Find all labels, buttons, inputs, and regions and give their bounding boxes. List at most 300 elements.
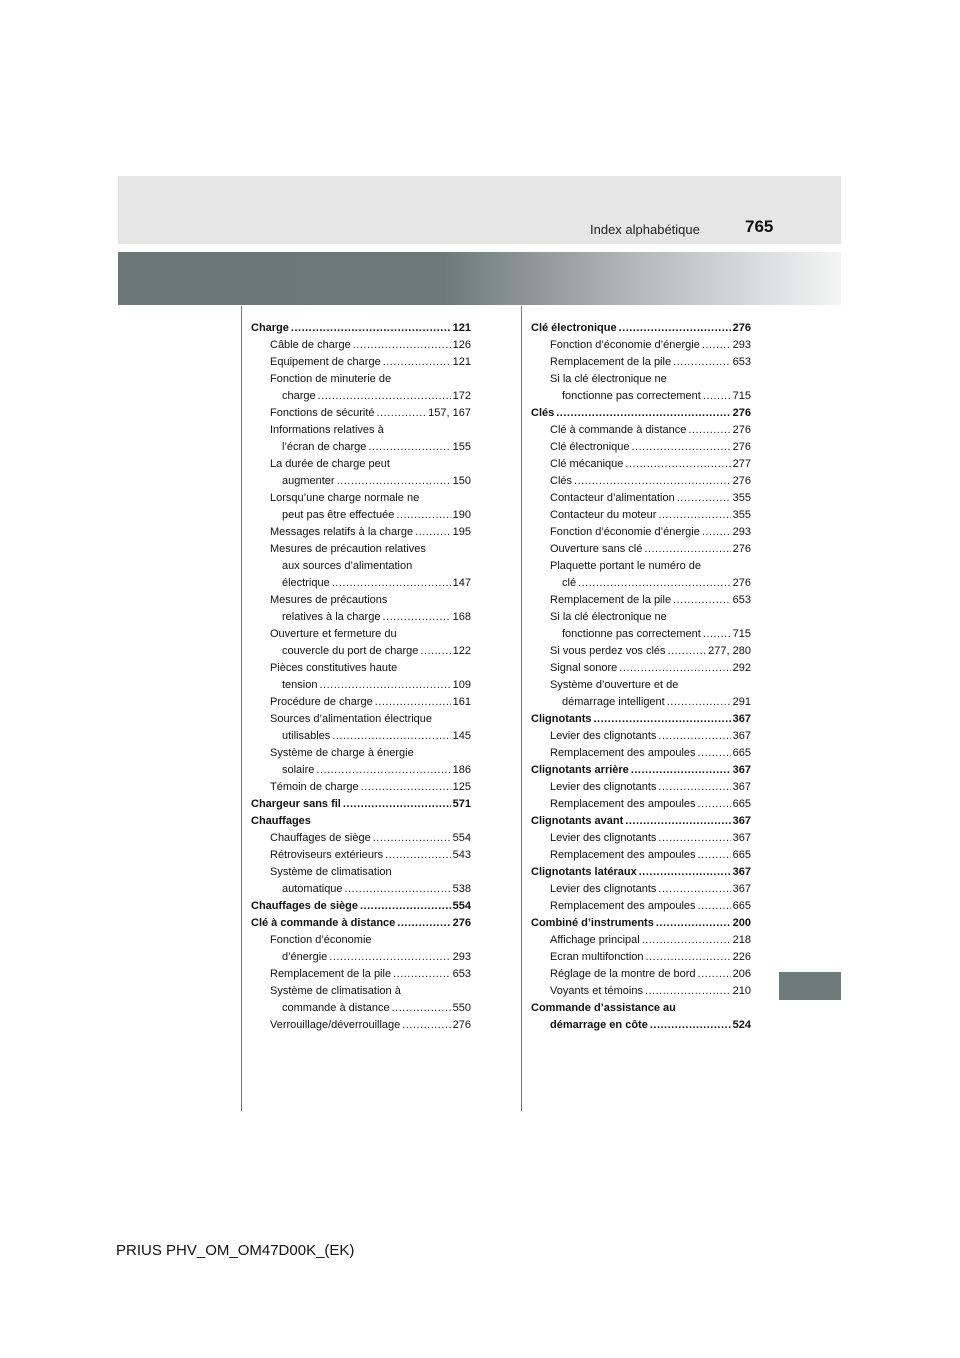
dot-leader [619,320,731,337]
index-subentry [531,1017,751,1034]
entry-label: démarrage en côte [550,1019,648,1031]
index-subentry [251,779,471,796]
dot-leader [658,830,730,847]
entry-page-ref[interactable]: 665 [732,798,751,810]
dot-leader [650,1017,731,1034]
dot-leader [329,949,450,966]
index-subentry [251,949,471,966]
page-number: 765 [745,217,774,236]
entry-label: Mesures de précaution relatives [270,543,426,555]
index-subentry [531,779,751,796]
dot-leader [645,983,731,1000]
entry-label: Système de charge à énergie [270,747,414,759]
entry-page-ref[interactable]: 121 [452,322,471,334]
dot-leader [343,796,451,813]
index-subentry [251,932,471,949]
index-subentry [531,456,751,473]
dot-leader [677,490,731,507]
entry-label: Commande d’assistance au [531,1002,676,1014]
entry-label: augmenter [282,475,335,487]
index-subentry [531,745,751,762]
entry-page-ref[interactable]: 121 [452,356,471,368]
index-subentry [531,898,751,915]
entry-label: Clignotants avant [531,815,624,827]
index-entry [251,813,471,830]
entry-label: Levier des clignotants [550,832,657,844]
index-subentry [251,677,471,694]
dot-leader [373,830,451,847]
entry-page-ref[interactable]: 186 [452,764,471,776]
dot-leader [574,473,731,490]
entry-page-ref[interactable]: 653 [732,356,751,368]
entry-label: automatique [282,883,343,895]
dot-leader [345,881,451,898]
entry-label: Charge [251,322,289,334]
dot-leader [698,966,731,983]
entry-label: Clés [550,475,573,487]
entry-label: clé [562,577,577,589]
entry-page-ref[interactable]: 168 [452,611,471,623]
dot-leader [619,660,730,677]
dot-leader [703,626,731,643]
dot-leader [353,337,451,354]
entry-page-ref[interactable]: 157, 167 [428,407,471,419]
dot-leader [402,1017,450,1034]
entry-label: Clé électronique [550,441,630,453]
dot-leader [703,388,731,405]
index-subentry [531,354,751,371]
entry-label: Clé mécanique [550,458,624,470]
entry-page-ref[interactable]: 367 [732,781,751,793]
index-subentry [531,490,751,507]
entry-label: charge [282,390,316,402]
dot-leader [420,643,450,660]
entry-label: Clignotants arrière [531,764,629,776]
index-subentry [251,422,471,439]
entry-page-ref[interactable]: 126 [452,339,471,351]
dot-leader [667,694,731,711]
entry-label: Clignotants [531,713,592,725]
dot-leader [625,813,730,830]
dot-leader [332,575,451,592]
entry-label: Sources d’alimentation électrique [270,713,433,725]
entry-page-ref[interactable]: 715 [732,628,751,640]
entry-page-ref[interactable]: 226 [732,951,751,963]
entry-label: Fonctions de sécurité [270,407,375,419]
index-entry [531,1000,751,1017]
dot-leader [396,507,450,524]
index-subentry [251,456,471,473]
index-subentry [251,388,471,405]
entry-label: tension [282,679,318,691]
entry-label: Fonction d’économie d’énergie [550,526,700,538]
entry-label: utilisables [282,730,331,742]
document-code: PRIUS PHV_OM_OM47D00K_(EK) [116,1242,355,1259]
entry-page-ref[interactable]: 554 [452,832,471,844]
entry-page-ref[interactable]: 276 [732,543,751,555]
entry-page-ref[interactable]: 665 [732,849,751,861]
entry-page-ref[interactable]: 161 [452,696,471,708]
entry-page-ref[interactable]: 155 [452,441,471,453]
entry-label: couvercle du port de charge [282,645,419,657]
dot-leader [642,932,731,949]
index-subentry [251,643,471,660]
entry-page-ref[interactable]: 218 [732,934,751,946]
entry-page-ref[interactable]: 277, 280 [708,645,751,657]
dot-leader [688,422,730,439]
index-subentry [531,524,751,541]
entry-label: Procédure de charge [270,696,373,708]
entry-label: Contacteur d’alimentation [550,492,675,504]
dot-leader [383,354,451,371]
entry-label: fonctionne pas correctement [562,390,701,402]
entry-label: Câble de charge [270,339,351,351]
dot-leader [415,524,451,541]
index-subentry [531,983,751,1000]
entry-page-ref[interactable]: 543 [452,849,471,861]
entry-page-ref[interactable]: 109 [452,679,471,691]
entry-page-ref[interactable]: 355 [732,492,751,504]
dot-leader [337,473,451,490]
entry-page-ref[interactable]: 276 [732,577,751,589]
entry-page-ref[interactable]: 550 [452,1002,471,1014]
index-subentry [531,626,751,643]
dot-leader [631,762,731,779]
entry-label: Si vous perdez vos clés [550,645,666,657]
dot-leader [644,541,730,558]
entry-page-ref[interactable]: 293 [452,951,471,963]
entry-page-ref[interactable]: 367 [732,815,751,827]
entry-page-ref[interactable]: 277 [732,458,751,470]
index-entry [251,796,471,813]
dot-leader [658,881,730,898]
entry-label: Affichage principal [550,934,640,946]
index-subentry [251,439,471,456]
index-subentry [531,643,751,660]
index-subentry [251,762,471,779]
index-entry [531,762,751,779]
entry-label: Clé électronique [531,322,617,334]
dot-leader [393,966,451,983]
entry-label: d’énergie [282,951,328,963]
index-subentry [251,694,471,711]
entry-label: Ouverture sans clé [550,543,643,555]
dot-leader [332,728,450,745]
dot-leader [316,762,450,779]
dot-leader [382,609,450,626]
entry-label: La durée de charge peut [270,458,390,470]
entry-label: Fonction d’économie d’énergie [550,339,700,351]
dot-leader [668,643,707,660]
entry-page-ref[interactable]: 276 [732,475,751,487]
dot-leader [578,575,731,592]
index-subentry [251,592,471,609]
index-subentry [531,388,751,405]
entry-label: Chauffages de siège [251,900,358,912]
index-subentry [251,660,471,677]
dot-leader [658,728,730,745]
entry-page-ref[interactable]: 653 [452,968,471,980]
entry-label: Remplacement des ampoules [550,849,696,861]
dot-leader [397,915,450,932]
index-subentry [531,949,751,966]
index-subentry [251,354,471,371]
index-entry [251,320,471,337]
entry-page-ref[interactable]: 538 [452,883,471,895]
index-subentry [531,422,751,439]
dot-leader [702,337,731,354]
dot-leader [291,320,451,337]
entry-label: commande à distance [282,1002,390,1014]
entry-label: fonctionne pas correctement [562,628,701,640]
entry-page-ref[interactable]: 292 [732,662,751,674]
dot-leader [632,439,731,456]
dot-leader [392,1000,451,1017]
entry-label: Témoin de charge [270,781,359,793]
index-subentry [531,609,751,626]
index-subentry [251,1000,471,1017]
index-subentry [251,405,471,422]
dot-leader [702,524,731,541]
entry-page-ref[interactable]: 206 [732,968,751,980]
entry-label: Si la clé électronique ne [550,373,667,385]
entry-label: Système de climatisation [270,866,392,878]
entry-page-ref[interactable]: 276 [732,424,751,436]
index-subentry [251,507,471,524]
entry-label: Voyants et témoins [550,985,643,997]
index-entry [531,915,751,932]
entry-label: électrique [282,577,330,589]
entry-label: solaire [282,764,315,776]
index-entry [251,898,471,915]
index-subentry [531,881,751,898]
dot-leader [658,779,730,796]
entry-label: démarrage intelligent [562,696,665,708]
entry-page-ref[interactable]: 367 [732,713,751,725]
entry-label: Plaquette portant le numéro de [550,560,702,572]
entry-page-ref[interactable]: 367 [732,883,751,895]
entry-label: Informations relatives à [270,424,384,436]
column-rule-left [241,306,242,1111]
entry-label: Levier des clignotants [550,781,657,793]
index-subentry [251,473,471,490]
entry-label: Contacteur du moteur [550,509,657,521]
index-subentry [531,966,751,983]
entry-page-ref[interactable]: 524 [732,1019,751,1031]
index-subentry [251,575,471,592]
index-subentry [531,473,751,490]
index-subentry [251,983,471,1000]
index-subentry [251,847,471,864]
index-subentry [251,711,471,728]
entry-label: Verrouillage/déverrouillage [270,1019,401,1031]
dot-leader [673,592,731,609]
entry-page-ref[interactable]: 122 [452,645,471,657]
index-subentry [531,541,751,558]
dot-leader [698,745,731,762]
index-subentry [251,881,471,898]
index-subentry [531,439,751,456]
index-subentry [251,558,471,575]
entry-page-ref[interactable]: 125 [452,781,471,793]
entry-page-ref[interactable]: 291 [732,696,751,708]
entry-page-ref[interactable]: 276 [732,322,751,334]
dot-leader [556,405,730,422]
entry-page-ref[interactable]: 293 [732,526,751,538]
entry-page-ref[interactable]: 715 [732,390,751,402]
index-subentry [251,864,471,881]
entry-label: Clé à commande à distance [251,917,396,929]
entry-label: Lorsqu’une charge normale ne [270,492,420,504]
entry-label: Equipement de charge [270,356,381,368]
dot-leader [594,711,731,728]
dot-leader [377,405,427,422]
index-column-left [251,320,471,1034]
entry-label: Clé à commande à distance [550,424,687,436]
dot-leader [698,847,731,864]
index-entry [531,320,751,337]
dot-leader [658,507,730,524]
dot-leader [319,677,450,694]
dot-leader [698,796,731,813]
index-subentry [251,1017,471,1034]
dot-leader [646,949,731,966]
section-banner [118,252,841,305]
entry-page-ref[interactable]: 367 [732,764,751,776]
dot-leader [375,694,451,711]
index-subentry [531,932,751,949]
index-subentry [251,524,471,541]
index-subentry [251,337,471,354]
entry-page-ref[interactable]: 367 [732,730,751,742]
index-subentry [251,830,471,847]
index-subentry [531,660,751,677]
entry-label: Remplacement de la pile [550,356,672,368]
index-subentry [531,507,751,524]
entry-label: Clés [531,407,555,419]
entry-label: Fonction d’économie [270,934,372,946]
dot-leader [360,898,451,915]
index-subentry [531,728,751,745]
entry-label: Système d’ouverture et de [550,679,679,691]
entry-label: Chauffages de siège [270,832,371,844]
entry-page-ref[interactable]: 665 [732,900,751,912]
index-subentry [251,745,471,762]
entry-page-ref[interactable]: 195 [452,526,471,538]
entry-page-ref[interactable]: 355 [732,509,751,521]
entry-label: Ouverture et fermeture du [270,628,397,640]
dot-leader [625,456,730,473]
entry-page-ref[interactable]: 210 [732,985,751,997]
entry-page-ref[interactable]: 200 [732,917,751,929]
entry-label: Signal sonore [550,662,618,674]
dot-leader [639,864,731,881]
entry-page-ref[interactable]: 147 [452,577,471,589]
index-subentry [251,728,471,745]
entry-page-ref[interactable]: 293 [732,339,751,351]
entry-label: Remplacement de la pile [270,968,392,980]
entry-label: Remplacement des ampoules [550,900,696,912]
index-subentry [531,847,751,864]
index-subentry [531,575,751,592]
entry-label: Levier des clignotants [550,883,657,895]
dot-leader [385,847,451,864]
page-title: Index alphabétique [590,222,700,237]
entry-label: peut pas être effectuée [282,509,395,521]
index-subentry [251,626,471,643]
entry-label: Ecran multifonction [550,951,644,963]
entry-label: Réglage de la montre de bord [550,968,696,980]
entry-label: Mesures de précautions [270,594,388,606]
entry-label: Système de climatisation à [270,985,401,997]
entry-label: Combiné d’instruments [531,917,654,929]
entry-label: aux sources d’alimentation [282,560,413,572]
entry-page-ref[interactable]: 276 [732,407,751,419]
thumb-index-tab [779,972,841,1000]
entry-label: Remplacement des ampoules [550,798,696,810]
entry-page-ref[interactable]: 554 [452,900,471,912]
index-entry [531,864,751,881]
dot-leader [361,779,451,796]
entry-page-ref[interactable]: 276 [452,1019,471,1031]
entry-label: Rétroviseurs extérieurs [270,849,384,861]
entry-page-ref[interactable]: 276 [452,917,471,929]
entry-label: Messages relatifs à la charge [270,526,414,538]
index-subentry [251,609,471,626]
entry-page-ref[interactable]: 145 [452,730,471,742]
entry-label: Chauffages [251,815,311,827]
column-rule-right [521,306,522,1111]
entry-label: Si la clé électronique ne [550,611,667,623]
header-band [118,176,841,244]
index-subentry [531,677,751,694]
index-entry [531,813,751,830]
entry-label: Pièces constitutives haute [270,662,398,674]
entry-label: Levier des clignotants [550,730,657,742]
index-entry [531,711,751,728]
entry-page-ref[interactable]: 665 [732,747,751,759]
index-column-right [531,320,751,1034]
entry-page-ref[interactable]: 276 [732,441,751,453]
entry-page-ref[interactable]: 190 [452,509,471,521]
dot-leader [368,439,450,456]
entry-label: Fonction de minuterie de [270,373,392,385]
entry-page-ref[interactable]: 571 [452,798,471,810]
dot-leader [698,898,731,915]
entry-page-ref[interactable]: 653 [732,594,751,606]
entry-label: relatives à la charge [282,611,381,623]
entry-page-ref[interactable]: 172 [452,390,471,402]
index-subentry [531,694,751,711]
entry-label: Clignotants latéraux [531,866,637,878]
index-subentry [251,490,471,507]
entry-label: Remplacement des ampoules [550,747,696,759]
index-entry [251,915,471,932]
index-entry [531,405,751,422]
entry-label: Remplacement de la pile [550,594,672,606]
entry-page-ref[interactable]: 367 [732,866,751,878]
entry-page-ref[interactable]: 150 [452,475,471,487]
index-subentry [531,371,751,388]
index-subentry [251,966,471,983]
entry-page-ref[interactable]: 367 [732,832,751,844]
index-subentry [251,371,471,388]
index-subentry [531,337,751,354]
index-subentry [531,592,751,609]
dot-leader [318,388,451,405]
entry-label: Chargeur sans fil [251,798,341,810]
index-subentry [531,830,751,847]
